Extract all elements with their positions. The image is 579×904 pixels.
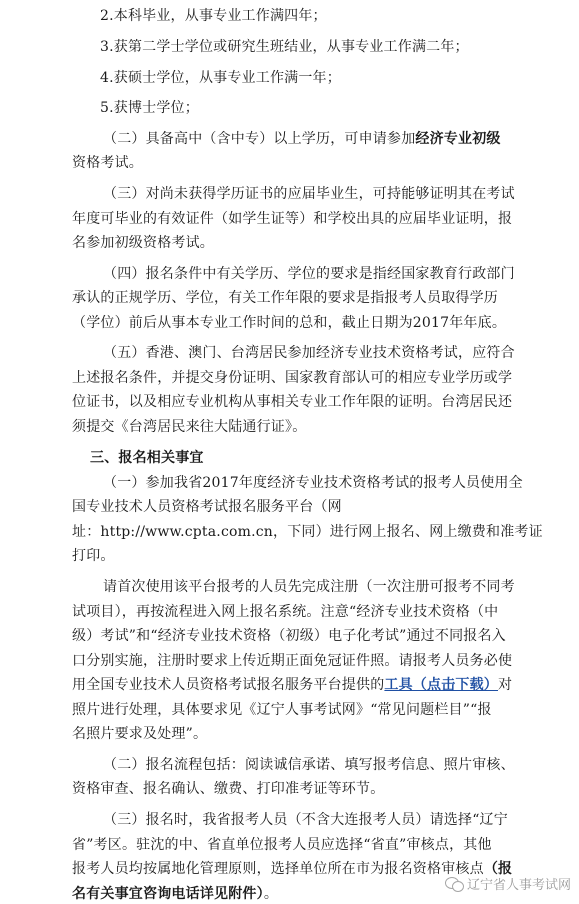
text-segment: 打印。 xyxy=(72,548,115,564)
text-segment: 名参加初级资格考试。 xyxy=(72,235,214,251)
text-segment: 年度可毕业的有效证件（如学生证等）和学校出具的应届毕业证明，报 xyxy=(72,211,513,227)
text-line xyxy=(72,288,498,308)
text-segment: 试项目），再按流程进入网上报名系统。注意“经济专业技术资格（中 xyxy=(72,604,499,620)
text-line xyxy=(103,473,523,493)
text-line xyxy=(72,675,512,695)
text-line xyxy=(100,68,341,88)
text-line xyxy=(103,129,501,149)
text-line xyxy=(72,233,214,253)
text-segment: 级）考试”和“经济专业技术资格（初级）电子化考试”通过不同报名入 xyxy=(72,628,506,644)
text-segment: 5.获博士学位； xyxy=(100,100,199,116)
text-line xyxy=(72,724,207,744)
text-segment: 。 xyxy=(263,886,279,902)
text-line xyxy=(100,98,199,118)
text-line xyxy=(72,779,384,799)
text-line xyxy=(72,546,115,566)
text-line xyxy=(72,602,498,622)
text-segment: （二）具备高中（含中专）以上学历，可申请参加 xyxy=(103,131,416,147)
text-line xyxy=(90,448,204,468)
text-segment: 3.获第二学士学位或研究生班结业，从事专业工作满二年； xyxy=(100,39,469,55)
text-segment: 对 xyxy=(498,677,513,693)
text-segment: 照片进行处理，具体要求见《辽宁人事考试网》“常见问题栏目”“报 xyxy=(72,702,492,718)
text-segment: 承认的正规学历、学位，有关工作年限的要求是指报考人员取得学历 xyxy=(72,290,498,306)
text-segment: 须提交《台湾居民来往大陆通行证》。 xyxy=(72,419,307,435)
bold-text: 名有关事宜咨询电话详见附件） xyxy=(72,886,264,902)
text-segment: （二）报名流程包括：阅读诚信承诺、填写报考信息、照片审核、 xyxy=(103,757,515,773)
text-line xyxy=(72,497,342,517)
bold-text: 经济专业初级 xyxy=(415,131,501,147)
bold-text: 三、报名相关事宜 xyxy=(90,450,204,466)
text-line xyxy=(100,37,469,57)
text-line xyxy=(72,368,512,388)
text-segment: 资格审查、报名确认、缴费、打印准考证等环节。 xyxy=(72,781,385,797)
text-line xyxy=(72,392,512,412)
text-segment: 请首次使用该平台报考的人员先完成注册（一次注册可报考不同考 xyxy=(103,579,515,595)
text-segment: （五）香港、澳门、台湾居民参加经济专业技术资格考试，应符合 xyxy=(103,345,515,361)
text-segment: 用全国专业技术人员资格考试报名服务平台提供的 xyxy=(72,677,385,693)
text-line xyxy=(72,209,512,229)
text-line xyxy=(103,264,515,284)
text-segment: 2.本科毕业，从事专业工作满四年； xyxy=(100,8,327,24)
bold-text: （报 xyxy=(483,861,513,877)
tool-download-link[interactable]: 工具（点击下载） xyxy=(384,677,499,693)
text-segment: （学位）前后从事本专业工作时间的总和，截止日期为2017年年底。 xyxy=(72,315,507,331)
text-segment: 资格考试。 xyxy=(72,155,143,171)
wechat-icon xyxy=(445,876,463,892)
text-segment: 4.获硕士学位，从事专业工作满一年； xyxy=(100,70,341,86)
text-line xyxy=(103,184,515,204)
text-line xyxy=(100,6,327,26)
text-segment: （四）报名条件中有关学历、学位的要求是指经国家教育行政部门 xyxy=(103,266,515,282)
text-segment: 省”考区。驻沈的中、省直单位报考人员应选择“省直”审核点，其他 xyxy=(72,837,492,853)
text-line xyxy=(103,810,508,830)
text-segment: 上述报名条件，并提交身份证明、国家教育部认可的相应专业学历或学 xyxy=(72,370,513,386)
watermark-text: 辽宁省人事考试网 xyxy=(466,878,571,893)
text-line xyxy=(72,417,306,437)
text-line xyxy=(72,651,512,671)
text-line xyxy=(72,700,492,720)
watermark xyxy=(445,874,571,893)
text-line xyxy=(72,153,143,173)
text-segment: 位证书，以及相应专业机构从事相关专业工作年限的证明。台湾居民还 xyxy=(72,394,513,410)
text-segment: 口分别实施，注册时要求上传近期正面免冠证件照。请报考人员务必使 xyxy=(72,653,513,669)
text-line xyxy=(103,343,515,363)
text-line xyxy=(103,577,515,597)
text-line xyxy=(72,626,506,646)
text-line xyxy=(72,884,278,904)
text-line xyxy=(72,313,506,333)
text-line xyxy=(72,835,492,855)
text-segment: （三）报名时，我省报考人员（不含大连报考人员）请选择“辽宁 xyxy=(103,812,508,828)
text-segment: 名照片要求及处理”。 xyxy=(72,726,208,742)
text-segment: （一）参加我省2017年度经济专业技术资格考试的报考人员使用全 xyxy=(103,475,523,491)
text-line xyxy=(72,522,543,542)
text-segment: 址：http://www.cpta.com.cn，下同）进行网上报名、网上缴费和准考证 xyxy=(72,524,543,540)
text-segment: （三）对尚未获得学历证书的应届毕业生，可持能够证明其在考试 xyxy=(103,186,515,202)
text-segment: 国专业技术人员资格考试报名服务平台（网 xyxy=(72,499,342,515)
text-line xyxy=(103,755,515,775)
text-segment: 报考人员均按属地化管理原则，选择单位所在市为报名资格审核点 xyxy=(72,861,484,877)
